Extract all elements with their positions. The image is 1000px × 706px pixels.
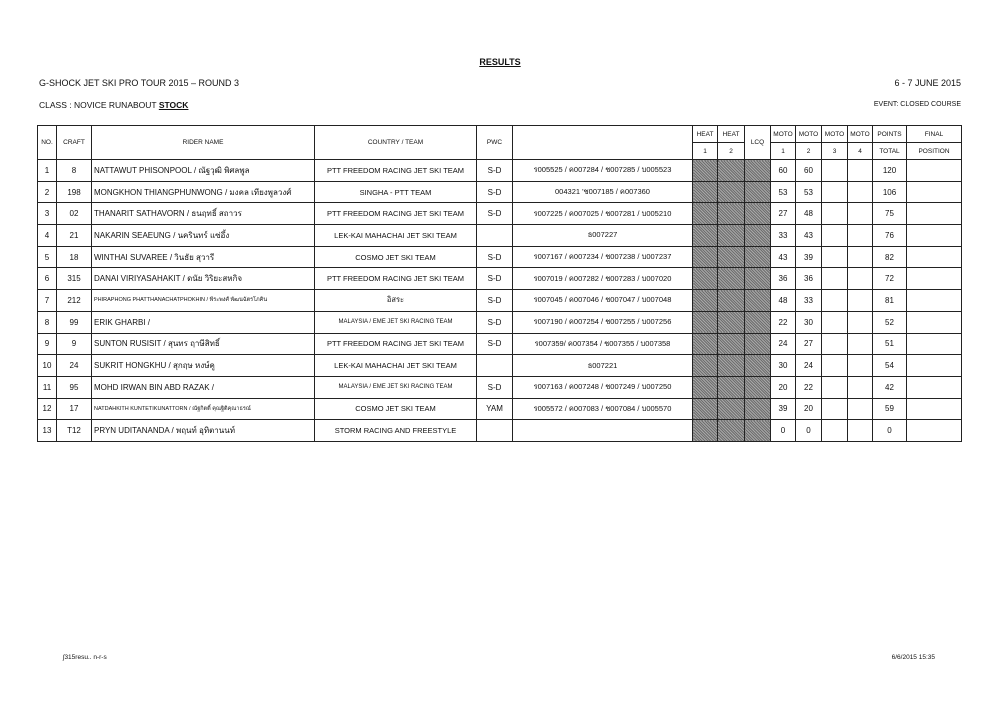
row-final-position bbox=[907, 203, 962, 225]
row-moto4 bbox=[848, 333, 873, 355]
row-moto2: 30 bbox=[796, 311, 822, 333]
header-moto1: MOTO bbox=[771, 126, 796, 143]
row-hull bbox=[513, 420, 693, 442]
row-moto4 bbox=[848, 311, 873, 333]
row-craft: 21 bbox=[57, 225, 92, 247]
row-moto3 bbox=[822, 225, 848, 247]
row-no: 2 bbox=[38, 181, 57, 203]
row-moto3 bbox=[822, 246, 848, 268]
row-lcq bbox=[745, 398, 771, 420]
header-team: COUNTRY / TEAM bbox=[315, 126, 477, 160]
row-moto1: 27 bbox=[771, 203, 796, 225]
row-moto2: 48 bbox=[796, 203, 822, 225]
row-pwc: S-D bbox=[477, 203, 513, 225]
row-moto4 bbox=[848, 246, 873, 268]
row-pwc bbox=[477, 225, 513, 247]
row-no: 6 bbox=[38, 268, 57, 290]
row-craft: 8 bbox=[57, 160, 92, 182]
row-moto1: 20 bbox=[771, 376, 796, 398]
row-hull: ร005572 / ค007083 / ช007084 / บ005570 bbox=[513, 398, 693, 420]
row-final-position bbox=[907, 268, 962, 290]
row-heat2 bbox=[718, 160, 745, 182]
row-moto3 bbox=[822, 398, 848, 420]
row-points-total: 76 bbox=[873, 225, 907, 247]
row-heat2 bbox=[718, 398, 745, 420]
row-lcq bbox=[745, 203, 771, 225]
row-moto1: 48 bbox=[771, 290, 796, 312]
row-hull: ร007045 / ค007046 / ช007047 / บ007048 bbox=[513, 290, 693, 312]
row-moto2: 36 bbox=[796, 268, 822, 290]
row-heat1 bbox=[693, 311, 718, 333]
row-moto1: 43 bbox=[771, 246, 796, 268]
class-line bbox=[39, 100, 188, 110]
table-row bbox=[38, 268, 962, 290]
table-row bbox=[38, 376, 962, 398]
header-moto3: MOTO bbox=[822, 126, 848, 143]
row-craft: T12 bbox=[57, 420, 92, 442]
row-pwc: S-D bbox=[477, 333, 513, 355]
page-title: RESULTS bbox=[479, 57, 521, 67]
row-moto2: 39 bbox=[796, 246, 822, 268]
header-points-total: TOTAL bbox=[873, 143, 907, 160]
row-pwc: S-D bbox=[477, 290, 513, 312]
row-pwc: YAM bbox=[477, 398, 513, 420]
row-final-position bbox=[907, 376, 962, 398]
row-moto2: 33 bbox=[796, 290, 822, 312]
header-pwc: PWC bbox=[477, 126, 513, 160]
row-rider: MOHD IRWAN BIN ABD RAZAK / bbox=[92, 376, 315, 398]
row-rider: SUNTON RUSISIT / สุนทร ฤาษีสิทธิ์ bbox=[92, 333, 315, 355]
row-points-total: 59 bbox=[873, 398, 907, 420]
row-moto1: 22 bbox=[771, 311, 796, 333]
row-rider: PHIRAPHONG PHATTHANACHATPHOKHIN / พีระพงศ์ พัฒนฉัตรโภคิน bbox=[92, 290, 315, 312]
row-moto4 bbox=[848, 398, 873, 420]
row-team: PTT FREEDOM RACING JET SKI TEAM bbox=[315, 333, 477, 355]
footer-timestamp: 6/6/2015 15:35 bbox=[891, 654, 935, 661]
results-body bbox=[38, 160, 962, 442]
row-moto2: 43 bbox=[796, 225, 822, 247]
row-points-total: 81 bbox=[873, 290, 907, 312]
event-dates: 6 - 7 JUNE 2015 bbox=[894, 78, 961, 88]
row-heat1 bbox=[693, 376, 718, 398]
row-craft: 315 bbox=[57, 268, 92, 290]
row-moto3 bbox=[822, 290, 848, 312]
row-no: 11 bbox=[38, 376, 57, 398]
footer-file-ref: ʃ315resu.. n-r-s bbox=[63, 654, 107, 661]
table-row bbox=[38, 420, 962, 442]
row-rider: MONGKHON THIANGPHUNWONG / มงคล เทียงพูลวงศ์ bbox=[92, 181, 315, 203]
row-moto4 bbox=[848, 355, 873, 377]
row-hull: ธ007221 bbox=[513, 355, 693, 377]
row-no: 3 bbox=[38, 203, 57, 225]
header-rider: RIDER NAME bbox=[92, 126, 315, 160]
table-row bbox=[38, 311, 962, 333]
header-heat1: HEAT bbox=[693, 126, 718, 143]
row-moto3 bbox=[822, 181, 848, 203]
row-moto4 bbox=[848, 181, 873, 203]
row-pwc: S-D bbox=[477, 181, 513, 203]
row-rider: NAKARIN SEAEUNG / นครินทร์ แซ่อึ้ง bbox=[92, 225, 315, 247]
row-pwc: S-D bbox=[477, 376, 513, 398]
row-heat2 bbox=[718, 376, 745, 398]
header-final-position: POSITION bbox=[907, 143, 962, 160]
results-table bbox=[37, 125, 962, 442]
row-moto3 bbox=[822, 376, 848, 398]
row-rider: PRYN UDITANANDA / พฤนท์ อุทิตานนท์ bbox=[92, 420, 315, 442]
row-moto2: 24 bbox=[796, 355, 822, 377]
row-team: STORM RACING AND FREESTYLE bbox=[315, 420, 477, 442]
row-pwc: S-D bbox=[477, 311, 513, 333]
row-team: PTT FREEDOM RACING JET SKI TEAM bbox=[315, 203, 477, 225]
row-no: 8 bbox=[38, 311, 57, 333]
row-moto1: 53 bbox=[771, 181, 796, 203]
row-heat2 bbox=[718, 203, 745, 225]
row-lcq bbox=[745, 376, 771, 398]
table-row bbox=[38, 246, 962, 268]
row-team: LEK-KAI MAHACHAI JET SKI TEAM bbox=[315, 225, 477, 247]
row-moto2: 27 bbox=[796, 333, 822, 355]
row-no: 12 bbox=[38, 398, 57, 420]
class-suffix: STOCK bbox=[158, 100, 189, 110]
header-row-top bbox=[38, 126, 962, 143]
row-moto3 bbox=[822, 355, 848, 377]
row-lcq bbox=[745, 225, 771, 247]
row-no: 9 bbox=[38, 333, 57, 355]
row-team: MALAYSIA / EME JET SKI RACING TEAM bbox=[315, 376, 477, 398]
row-points-total: 106 bbox=[873, 181, 907, 203]
row-craft: 95 bbox=[57, 376, 92, 398]
row-team: SINGHA - PTT TEAM bbox=[315, 181, 477, 203]
row-points-total: 72 bbox=[873, 268, 907, 290]
row-final-position bbox=[907, 181, 962, 203]
row-team: COSMO JET SKI TEAM bbox=[315, 246, 477, 268]
row-no: 13 bbox=[38, 420, 57, 442]
row-final-position bbox=[907, 290, 962, 312]
row-moto1: 36 bbox=[771, 268, 796, 290]
row-team: อิสระ bbox=[315, 290, 477, 312]
row-craft: 99 bbox=[57, 311, 92, 333]
row-hull: ร007167 / ค007234 / ช007238 / บ007237 bbox=[513, 246, 693, 268]
row-moto2: 60 bbox=[796, 160, 822, 182]
row-moto4 bbox=[848, 420, 873, 442]
row-hull: ร007190 / ค007254 / ช007255 / บ007256 bbox=[513, 311, 693, 333]
row-moto4 bbox=[848, 268, 873, 290]
row-moto4 bbox=[848, 160, 873, 182]
row-no: 1 bbox=[38, 160, 57, 182]
row-points-total: 82 bbox=[873, 246, 907, 268]
row-moto4 bbox=[848, 290, 873, 312]
row-moto3 bbox=[822, 203, 848, 225]
row-craft: 17 bbox=[57, 398, 92, 420]
row-final-position bbox=[907, 225, 962, 247]
row-lcq bbox=[745, 268, 771, 290]
row-moto1: 24 bbox=[771, 333, 796, 355]
row-moto2: 0 bbox=[796, 420, 822, 442]
row-moto3 bbox=[822, 333, 848, 355]
row-hull: ร005525 / ค007284 / ช007285 / บ005523 bbox=[513, 160, 693, 182]
table-row bbox=[38, 160, 962, 182]
row-points-total: 54 bbox=[873, 355, 907, 377]
row-heat1 bbox=[693, 203, 718, 225]
row-pwc: S-D bbox=[477, 160, 513, 182]
header-moto3-num: 3 bbox=[822, 143, 848, 160]
row-lcq bbox=[745, 181, 771, 203]
header-moto4-num: 4 bbox=[848, 143, 873, 160]
row-no: 7 bbox=[38, 290, 57, 312]
row-no: 4 bbox=[38, 225, 57, 247]
row-final-position bbox=[907, 311, 962, 333]
row-pwc: S-D bbox=[477, 268, 513, 290]
row-moto4 bbox=[848, 225, 873, 247]
row-heat1 bbox=[693, 160, 718, 182]
table-row bbox=[38, 225, 962, 247]
row-heat2 bbox=[718, 420, 745, 442]
row-points-total: 42 bbox=[873, 376, 907, 398]
row-team: PTT FREEDOM RACING JET SKI TEAM bbox=[315, 160, 477, 182]
row-heat1 bbox=[693, 333, 718, 355]
row-points-total: 75 bbox=[873, 203, 907, 225]
row-heat2 bbox=[718, 355, 745, 377]
row-no: 5 bbox=[38, 246, 57, 268]
table-row bbox=[38, 203, 962, 225]
row-final-position bbox=[907, 160, 962, 182]
row-team: MALAYSIA / EME JET SKI RACING TEAM bbox=[315, 311, 477, 333]
row-moto3 bbox=[822, 268, 848, 290]
row-moto2: 22 bbox=[796, 376, 822, 398]
row-heat1 bbox=[693, 268, 718, 290]
row-lcq bbox=[745, 355, 771, 377]
row-heat1 bbox=[693, 398, 718, 420]
row-rider: THANARIT SATHAVORN / ธนฤทธิ์ สถาวร bbox=[92, 203, 315, 225]
header-no: NO. bbox=[38, 126, 57, 160]
row-heat1 bbox=[693, 246, 718, 268]
row-heat2 bbox=[718, 268, 745, 290]
row-pwc bbox=[477, 420, 513, 442]
table-row bbox=[38, 355, 962, 377]
row-heat1 bbox=[693, 290, 718, 312]
event-name: G-SHOCK JET SKI PRO TOUR 2015 – ROUND 3 bbox=[39, 78, 240, 88]
row-hull: ร007359/ ค007354 / ช007355 / บ007358 bbox=[513, 333, 693, 355]
row-craft: 212 bbox=[57, 290, 92, 312]
header-moto4: MOTO bbox=[848, 126, 873, 143]
row-rider: DANAI VIRIYASAHAKIT / ดนัย วิริยะสหกิจ bbox=[92, 268, 315, 290]
header-moto1-num: 1 bbox=[771, 143, 796, 160]
row-hull: ร007019 / ค007282 / ช007283 / บ007020 bbox=[513, 268, 693, 290]
row-rider: WINTHAI SUVAREE / วินธัย สุวารี bbox=[92, 246, 315, 268]
row-heat2 bbox=[718, 181, 745, 203]
row-points-total: 0 bbox=[873, 420, 907, 442]
row-moto1: 0 bbox=[771, 420, 796, 442]
row-points-total: 52 bbox=[873, 311, 907, 333]
row-heat1 bbox=[693, 181, 718, 203]
row-lcq bbox=[745, 420, 771, 442]
row-moto1: 30 bbox=[771, 355, 796, 377]
row-moto2: 53 bbox=[796, 181, 822, 203]
row-moto3 bbox=[822, 311, 848, 333]
event-type: EVENT: CLOSED COURSE bbox=[873, 101, 961, 108]
row-final-position bbox=[907, 333, 962, 355]
row-heat2 bbox=[718, 333, 745, 355]
table-row bbox=[38, 333, 962, 355]
row-moto1: 39 bbox=[771, 398, 796, 420]
row-heat1 bbox=[693, 420, 718, 442]
row-moto4 bbox=[848, 376, 873, 398]
row-heat2 bbox=[718, 225, 745, 247]
row-hull: ร007163 / ค007248 / ช007249 / บ007250 bbox=[513, 376, 693, 398]
row-hull: 004321 'ช007185 / ค007360 bbox=[513, 181, 693, 203]
row-team: COSMO JET SKI TEAM bbox=[315, 398, 477, 420]
header-points: POINTS bbox=[873, 126, 907, 143]
row-moto4 bbox=[848, 203, 873, 225]
row-lcq bbox=[745, 333, 771, 355]
table-row bbox=[38, 290, 962, 312]
header-moto2-num: 2 bbox=[796, 143, 822, 160]
row-moto3 bbox=[822, 420, 848, 442]
row-final-position bbox=[907, 420, 962, 442]
row-moto1: 33 bbox=[771, 225, 796, 247]
row-craft: 18 bbox=[57, 246, 92, 268]
row-final-position bbox=[907, 398, 962, 420]
row-pwc bbox=[477, 355, 513, 377]
row-craft: 24 bbox=[57, 355, 92, 377]
row-craft: 9 bbox=[57, 333, 92, 355]
row-craft: 02 bbox=[57, 203, 92, 225]
row-points-total: 120 bbox=[873, 160, 907, 182]
row-heat2 bbox=[718, 290, 745, 312]
header-moto2: MOTO bbox=[796, 126, 822, 143]
header-lcq: LCQ bbox=[745, 126, 771, 160]
row-hull: ร007225 / ค007025 / ช007281 / บ005210 bbox=[513, 203, 693, 225]
header-final: FINAL bbox=[907, 126, 962, 143]
row-lcq bbox=[745, 311, 771, 333]
row-team: PTT FREEDOM RACING JET SKI TEAM bbox=[315, 268, 477, 290]
row-moto2: 20 bbox=[796, 398, 822, 420]
row-rider: ERIK GHARBI / bbox=[92, 311, 315, 333]
row-rider: NATDAHKITH KUNTETIKUNATTORN / ณัฐกิตติ์ คุณฐิติคุณาธรณ์ bbox=[92, 398, 315, 420]
row-lcq bbox=[745, 246, 771, 268]
header-heat1-num: 1 bbox=[693, 143, 718, 160]
row-final-position bbox=[907, 246, 962, 268]
header-hull bbox=[513, 126, 693, 160]
header-craft: CRAFT bbox=[57, 126, 92, 160]
row-team: LEK-KAI MAHACHAI JET SKI TEAM bbox=[315, 355, 477, 377]
class-prefix: CLASS : NOVICE RUNABOUT bbox=[39, 100, 157, 110]
row-rider: SUKRIT HONGKHU / สุกฤษ หงษ์คู bbox=[92, 355, 315, 377]
row-no: 10 bbox=[38, 355, 57, 377]
table-row bbox=[38, 181, 962, 203]
row-craft: 198 bbox=[57, 181, 92, 203]
row-points-total: 51 bbox=[873, 333, 907, 355]
row-rider: NATTAWUT PHISONPOOL / ณัฐวุฒิ พิศลพูล bbox=[92, 160, 315, 182]
row-moto1: 60 bbox=[771, 160, 796, 182]
row-heat2 bbox=[718, 311, 745, 333]
row-heat1 bbox=[693, 355, 718, 377]
row-lcq bbox=[745, 160, 771, 182]
row-lcq bbox=[745, 290, 771, 312]
table-row bbox=[38, 398, 962, 420]
header-heat2-num: 2 bbox=[718, 143, 745, 160]
row-heat2 bbox=[718, 246, 745, 268]
header-heat2: HEAT bbox=[718, 126, 745, 143]
row-pwc: S-D bbox=[477, 246, 513, 268]
row-heat1 bbox=[693, 225, 718, 247]
row-hull: ธ007227 bbox=[513, 225, 693, 247]
row-moto3 bbox=[822, 160, 848, 182]
row-final-position bbox=[907, 355, 962, 377]
